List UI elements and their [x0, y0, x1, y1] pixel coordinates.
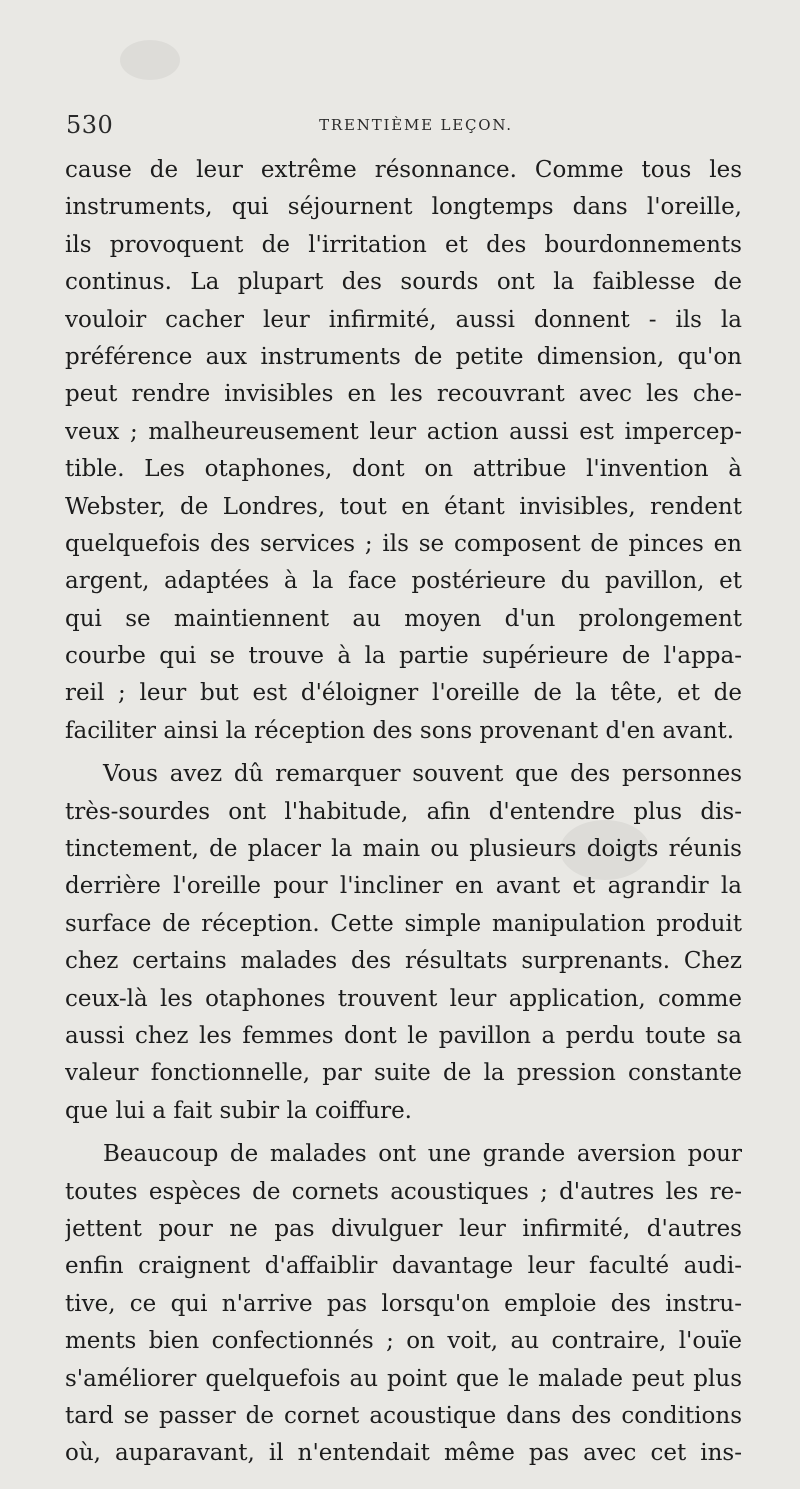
text-line: courbe qui se trouve à la partie supérieure de l'appa-	[65, 643, 742, 670]
text-line: argent, adaptées à la face postérieure du pavillon, et	[65, 568, 742, 595]
text-line: tard se passer de cornet acoustique dans des conditions	[65, 1402, 742, 1429]
text-line: tible. Les otaphones, dont on attribue l'invention à	[65, 456, 742, 483]
text-line: valeur fonctionnelle, par suite de la pression constante	[65, 1060, 742, 1087]
text-line: Webster, de Londres, tout en étant invisibles, rendent	[65, 493, 742, 520]
text-line: veux ; malheureusement leur action aussi est impercep-	[65, 418, 742, 445]
text-line: reil ; leur but est d'éloigner l'oreille de la tête, et de	[65, 680, 742, 707]
text-line: s'améliorer quelquefois au point que le malade peut plus	[65, 1365, 742, 1392]
text-line: chez certains malades des résultats surprenants. Chez	[65, 948, 742, 975]
text-line: quelquefois des services ; ils se composent de pinces en	[65, 530, 742, 557]
paragraph	[65, 1136, 742, 1473]
text-line: Vous avez dû remarquer souvent que des personnes	[103, 761, 742, 788]
text-line: très-sourdes ont l'habitude, afin d'entendre plus dis-	[65, 798, 742, 825]
text-line: ils provoquent de l'irritation et des bourdonnements	[65, 231, 742, 258]
text-line: continus. La plupart des sourds ont la faiblesse de	[65, 269, 742, 296]
text-line: vouloir cacher leur infirmité, aussi donnent - ils la	[65, 306, 742, 333]
text-line: ceux-là les otaphones trouvent leur application, comme	[65, 985, 742, 1012]
text-line: qui se maintiennent au moyen d'un prolongement	[65, 605, 742, 632]
text-line: tive, ce qui n'arrive pas lorsqu'on emploie des instru-	[65, 1290, 742, 1317]
page-body-text	[65, 152, 742, 1473]
text-line: surface de réception. Cette simple manipulation produit	[65, 910, 742, 937]
text-line: derrière l'oreille pour l'incliner en avant et agrandir la	[65, 873, 742, 900]
text-line: toutes espèces de cornets acoustiques ; d'autres les re-	[65, 1178, 742, 1205]
text-line: tinctement, de placer la main ou plusieurs doigts réunis	[65, 836, 742, 863]
text-line: peut rendre invisibles en les recouvrant avec les che-	[65, 381, 742, 408]
paragraph	[65, 756, 742, 1130]
text-line: aussi chez les femmes dont le pavillon a perdu toute sa	[65, 1022, 742, 1049]
page-header	[66, 108, 766, 142]
paper-stain	[120, 40, 180, 80]
running-title: TRENTIÈME LEÇON.	[319, 116, 513, 134]
text-line: instruments, qui séjournent longtemps dans l'oreille,	[65, 194, 742, 221]
text-line: Beaucoup de malades ont une grande aversion pour	[103, 1141, 742, 1168]
text-line: ments bien confectionnés ; on voit, au contraire, l'ouïe	[65, 1328, 742, 1355]
text-line: préférence aux instruments de petite dimension, qu'on	[65, 343, 742, 370]
text-line: que lui a fait subir la coiffure.	[65, 1097, 412, 1124]
paragraph	[65, 152, 742, 750]
text-line: jettent pour ne pas divulguer leur infirmité, d'autres	[65, 1215, 742, 1242]
page-number: 530	[66, 111, 114, 139]
text-line: où, auparavant, il n'entendait même pas avec cet ins-	[65, 1440, 742, 1467]
text-line: enfin craignent d'affaiblir davantage leur faculté audi-	[65, 1253, 742, 1280]
text-line: faciliter ainsi la réception des sons provenant d'en avant.	[65, 717, 735, 744]
text-line: cause de leur extrême résonnance. Comme tous les	[65, 157, 742, 183]
